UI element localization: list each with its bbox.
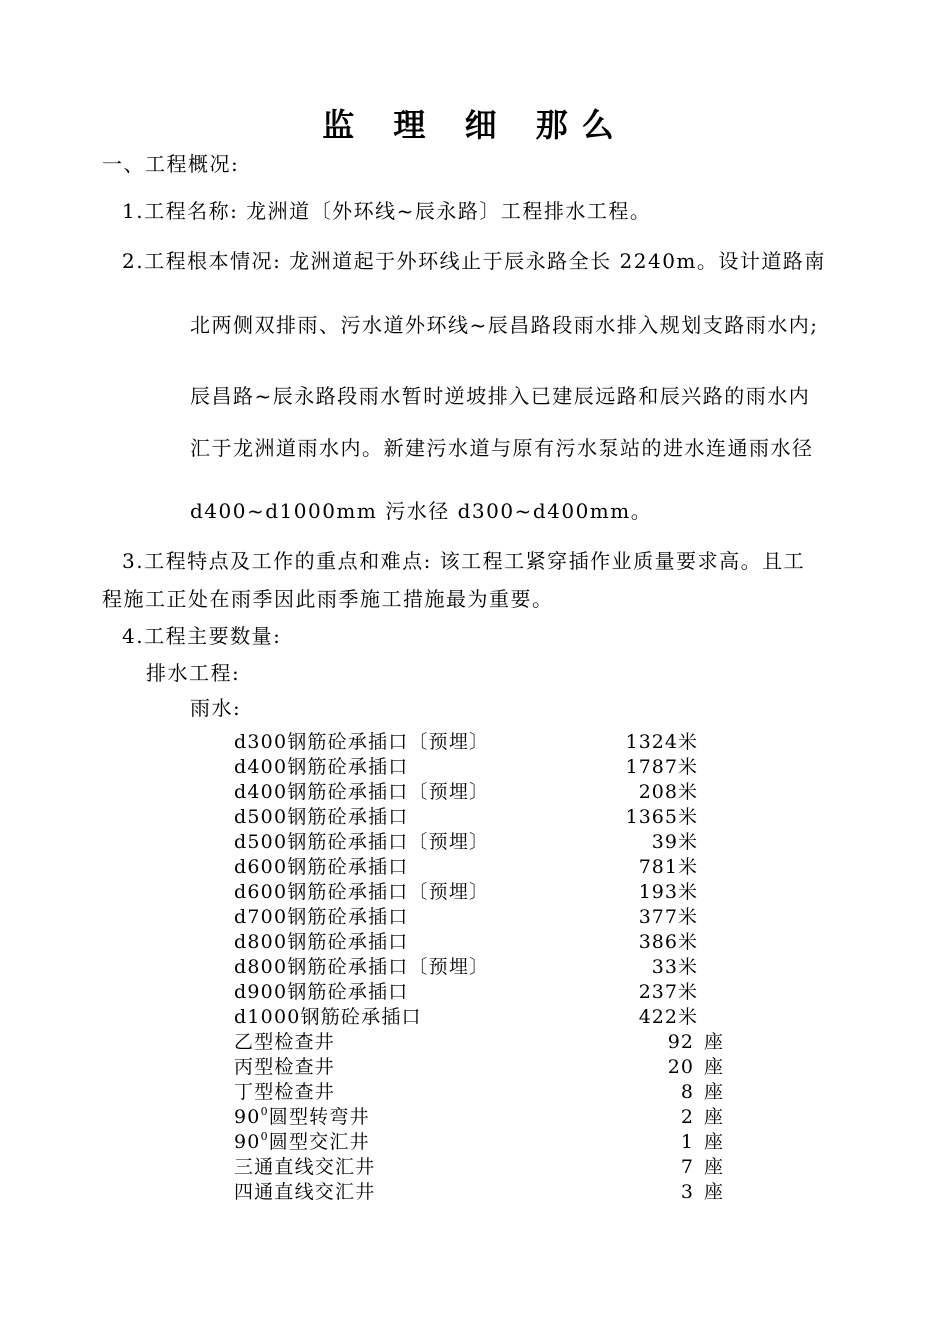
item-quantity: 8 座 — [680, 1081, 724, 1103]
item-quantity: 1324米 — [625, 731, 698, 753]
item-name: 三通直线交汇井 — [234, 1156, 376, 1178]
item-name: d500钢筋砼承插口 — [234, 806, 409, 828]
list-item — [0, 1105, 950, 1130]
item-name: 乙型检查井 — [234, 1031, 336, 1053]
item-basic-info-line-5: d400~d1000mm 污水径 d300~d400mm。 — [190, 499, 653, 523]
item-basic-info-line-1: 2.工程根本情况: 龙洲道起于外环线止于辰永路全长 2240m。设计道路南 — [122, 249, 826, 273]
list-item — [0, 830, 950, 855]
list-item — [0, 805, 950, 830]
item-project-name: 1.工程名称: 龙洲道〔外环线~辰永路〕工程排水工程。 — [122, 199, 652, 223]
item-name: $90^0$圆型转弯井 — [234, 1105, 370, 1128]
list-item — [0, 1030, 950, 1055]
item-quantity: 781米 — [638, 856, 698, 878]
item-features-line-1: 3.工程特点及工作的重点和难点: 该工程工紧穿插作业质量要求高。且工 — [122, 549, 806, 573]
item-quantity: 92 座 — [667, 1031, 724, 1053]
list-item — [0, 1130, 950, 1155]
item-features-line-2: 程施工正处在雨季因此雨季施工措施最为重要。 — [102, 587, 554, 611]
item-name: d400钢筋砼承插口〔预埋〕 — [234, 781, 490, 803]
item-name: d400钢筋砼承插口 — [234, 756, 409, 778]
page-title: 监 理 细 那么 — [322, 106, 628, 144]
item-basic-info-line-2: 北两侧双排雨、污水道外环线~辰昌路段雨水排入规划支路雨水内; — [190, 313, 819, 337]
item-quantity: 3 座 — [680, 1181, 724, 1203]
item-name: d500钢筋砼承插口〔预埋〕 — [234, 831, 490, 853]
drainage-heading: 排水工程: — [146, 661, 241, 685]
rainwater-heading: 雨水: — [190, 696, 242, 720]
item-quantity: 422米 — [638, 1006, 698, 1028]
item-name: 四通直线交汇井 — [234, 1181, 376, 1203]
item-name: $90^0$圆型交汇井 — [234, 1130, 370, 1153]
item-name: 丁型检查井 — [234, 1081, 336, 1103]
item-quantity: 2 座 — [680, 1106, 724, 1128]
item-name: d300钢筋砼承插口〔预埋〕 — [234, 731, 490, 753]
item-quantity: 39米 — [651, 831, 698, 853]
section-heading: 一、工程概况: — [102, 152, 240, 176]
item-name: d700钢筋砼承插口 — [234, 906, 409, 928]
item-name: d800钢筋砼承插口〔预埋〕 — [234, 956, 490, 978]
list-item — [0, 930, 950, 955]
list-item — [0, 1155, 950, 1180]
list-item — [0, 880, 950, 905]
list-item — [0, 980, 950, 1005]
item-quantity: 7 座 — [680, 1156, 724, 1178]
list-item — [0, 905, 950, 930]
item-quantity: 386米 — [638, 931, 698, 953]
item-quantity: 1 座 — [680, 1131, 724, 1153]
list-item — [0, 1180, 950, 1205]
item-quantity: 1365米 — [625, 806, 698, 828]
list-item — [0, 1055, 950, 1080]
list-item — [0, 755, 950, 780]
item-quantity: 193米 — [638, 881, 698, 903]
item-quantity: 33米 — [651, 956, 698, 978]
item-name: d900钢筋砼承插口 — [234, 981, 409, 1003]
list-item — [0, 1005, 950, 1030]
item-name: d600钢筋砼承插口 — [234, 856, 409, 878]
list-item — [0, 780, 950, 805]
item-quantity: 237米 — [638, 981, 698, 1003]
item-quantity: 377米 — [638, 906, 698, 928]
list-item — [0, 730, 950, 755]
item-name: d600钢筋砼承插口〔预埋〕 — [234, 881, 490, 903]
item-name: 丙型检查井 — [234, 1056, 336, 1078]
item-quantity: 1787米 — [625, 756, 698, 778]
item-name: d800钢筋砼承插口 — [234, 931, 409, 953]
item-basic-info-line-4: 汇于龙洲道雨水内。新建污水道与原有污水泵站的进水连通雨水径 — [190, 436, 814, 460]
list-item — [0, 855, 950, 880]
item-name: d1000钢筋砼承插口 — [234, 1006, 422, 1028]
item-basic-info-line-3: 辰昌路~辰永路段雨水暂时逆坡排入已建辰远路和辰兴路的雨水内 — [190, 384, 811, 408]
item-quantity: 20 座 — [667, 1056, 724, 1078]
item-quantity: 208米 — [638, 781, 698, 803]
list-item — [0, 955, 950, 980]
item-quantities-heading: 4.工程主要数量: — [122, 624, 282, 648]
list-item — [0, 1080, 950, 1105]
